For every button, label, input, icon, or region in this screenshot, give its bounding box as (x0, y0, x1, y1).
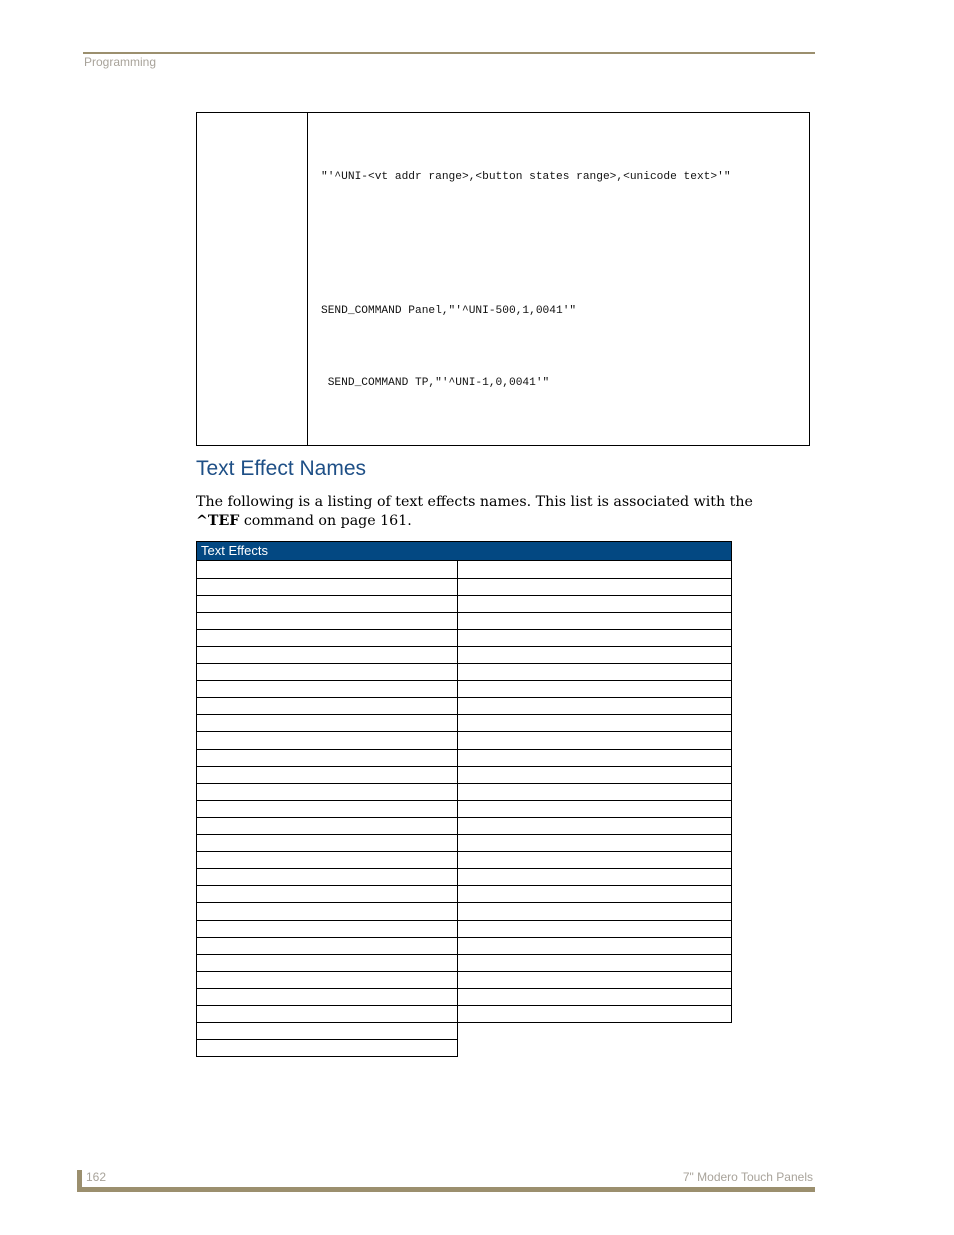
table-row (196, 989, 732, 1007)
table-row (196, 698, 732, 716)
command-syntax: "'^UNI-<vt addr range>,<button states range>,<unicode text>'" (321, 171, 731, 183)
table-row (196, 561, 732, 579)
footer-page-number: 162 (86, 1170, 107, 1184)
table-column-divider (457, 869, 458, 886)
table-row (196, 800, 732, 818)
table-row (196, 852, 732, 870)
table-row (196, 629, 732, 647)
table-column-divider (457, 766, 458, 783)
table-row (196, 954, 732, 972)
table-row (196, 835, 732, 853)
footer-rule (77, 1187, 815, 1192)
text-effects-table-header: Text Effects (196, 541, 732, 561)
table-column-divider (457, 835, 458, 852)
table-column-divider (457, 989, 458, 1006)
table-column-divider (457, 698, 458, 715)
section-title: Text Effect Names (196, 457, 367, 480)
table-column-divider (457, 612, 458, 629)
table-row (196, 971, 732, 989)
command-example-2: SEND_COMMAND TP,"'^UNI-1,0,0041'" (321, 377, 550, 389)
table-row (196, 595, 732, 613)
table-column-divider (457, 1006, 458, 1023)
table-row (196, 937, 732, 955)
command-box-divider (307, 113, 308, 445)
table-column-divider (457, 732, 458, 749)
table-row (196, 1006, 732, 1024)
footer-doc-title: 7" Modero Touch Panels (682, 1170, 813, 1184)
table-column-divider (457, 629, 458, 646)
table-row (196, 612, 732, 630)
table-column-divider (457, 664, 458, 681)
table-row (196, 647, 732, 665)
table-column-divider (457, 749, 458, 766)
table-row (196, 1023, 458, 1041)
table-row (196, 732, 732, 750)
table-row (196, 869, 732, 887)
table-row (196, 681, 732, 699)
table-row (196, 766, 732, 784)
table-column-divider (457, 903, 458, 920)
table-column-divider (457, 971, 458, 988)
table-column-divider (457, 852, 458, 869)
table-column-divider (457, 595, 458, 612)
intro-text-before: The following is a listing of text effects names. This list is associated with the (196, 494, 753, 510)
table-row (196, 903, 732, 921)
header-rule (83, 52, 815, 54)
table-row (196, 1040, 458, 1058)
table-row (196, 783, 732, 801)
table-column-divider (457, 886, 458, 903)
table-column-divider (457, 647, 458, 664)
intro-text-after: command on page 161. (239, 513, 412, 529)
intro-command: ^TEF (196, 513, 240, 529)
table-column-divider (457, 818, 458, 835)
table-column-divider (457, 800, 458, 817)
table-column-divider (457, 954, 458, 971)
table-row (196, 749, 732, 767)
table-row (196, 578, 732, 596)
table-column-divider (457, 681, 458, 698)
table-row (196, 715, 732, 733)
table-column-divider (457, 783, 458, 800)
command-box (196, 112, 810, 446)
table-row (196, 664, 732, 682)
table-row (196, 886, 732, 904)
header-section-label: Programming (84, 55, 157, 69)
table-row (196, 818, 732, 836)
table-column-divider (457, 920, 458, 937)
table-column-divider (457, 561, 458, 578)
table-column-divider (457, 937, 458, 954)
table-row (196, 920, 732, 938)
table-column-divider (457, 578, 458, 595)
command-example-1: SEND_COMMAND Panel,"'^UNI-500,1,0041'" (321, 305, 577, 317)
table-column-divider (457, 715, 458, 732)
section-intro (196, 493, 786, 531)
